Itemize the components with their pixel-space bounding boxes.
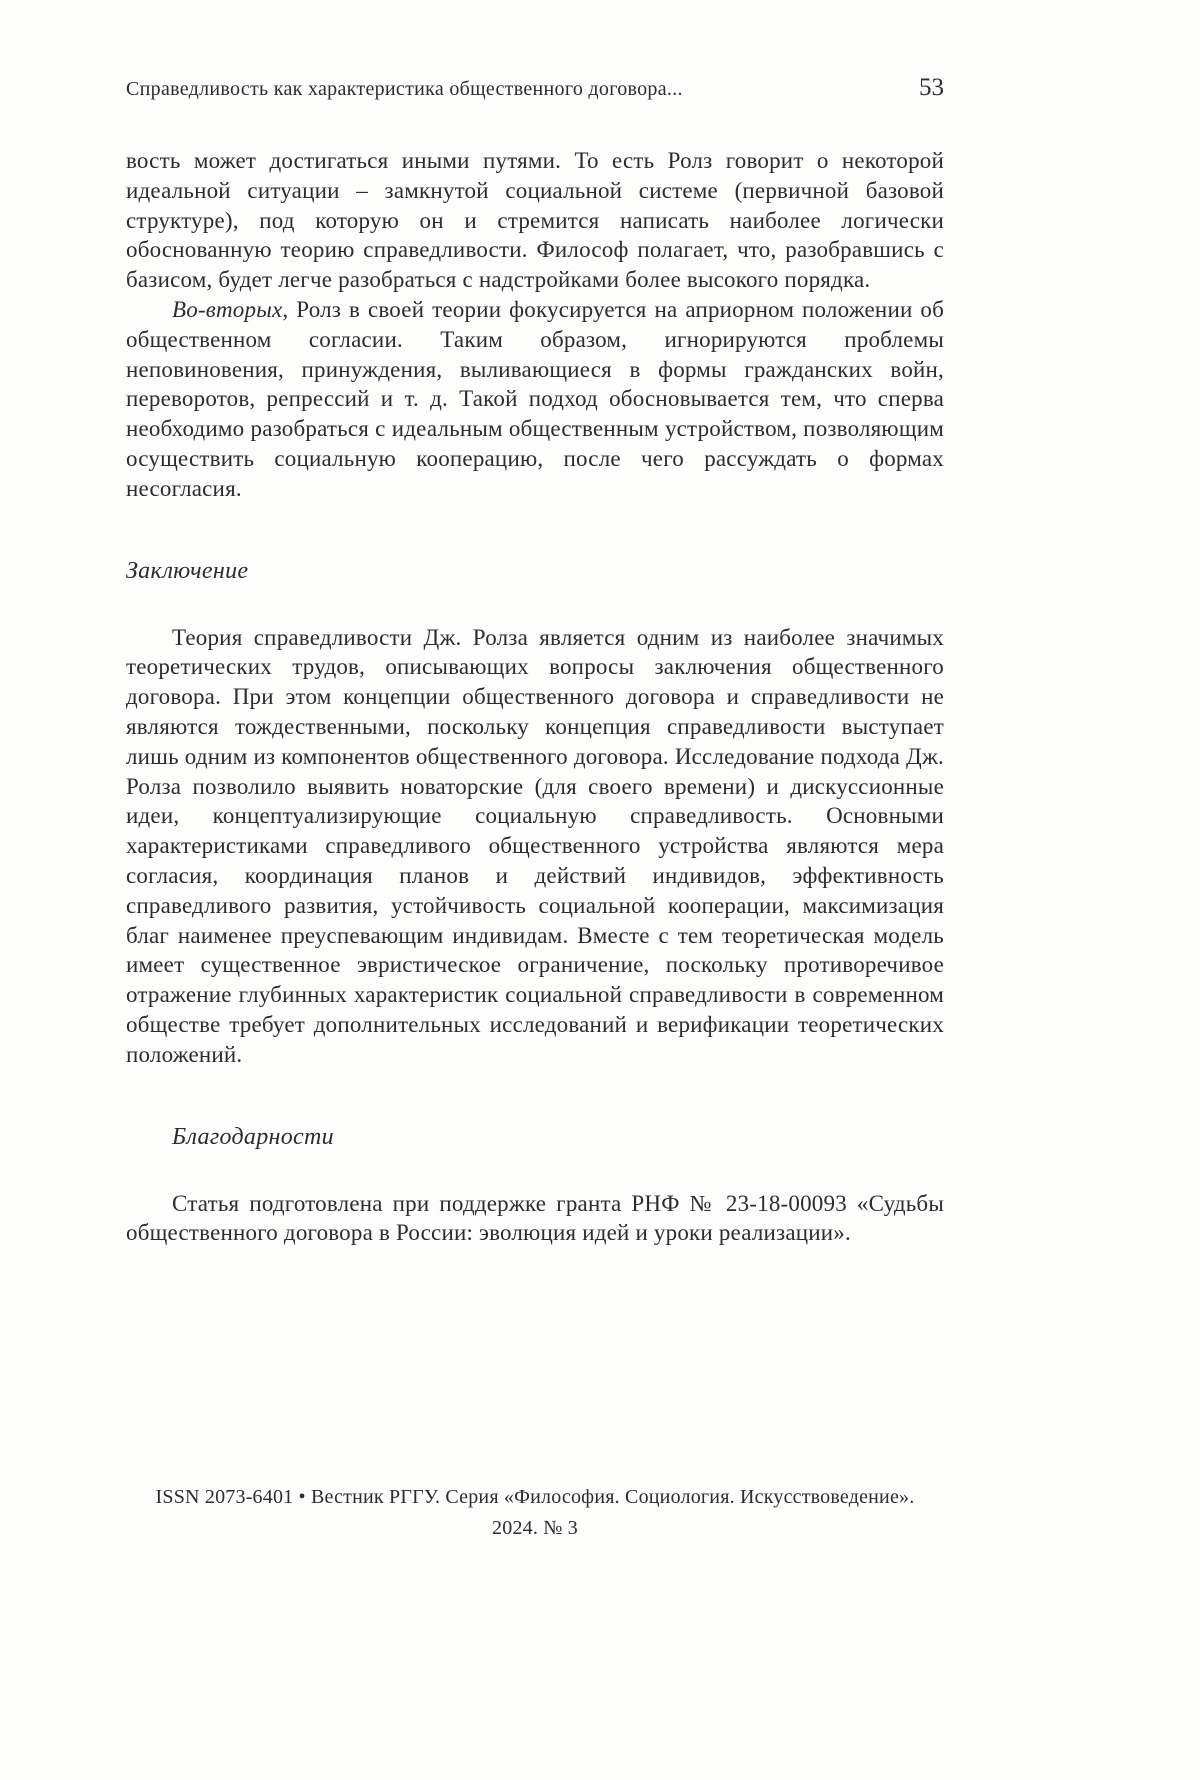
- page-header: [126, 74, 944, 102]
- paragraph-continuation: вость может достигаться иными путями. То есть Ролз говорит о некоторой идеальной ситуации – замкнутой социальной системе (первичной базовой структуре), под которую он и стремится написать наиболее логически обоснованную теорию справедливости. Философ полагает, что, разобравшись с базисом, будет легче разобраться с надстройками более высокого порядка.: [126, 148, 944, 293]
- paragraph-acknowledgements: Статья подготовлена при поддержке гранта РНФ № 23-18-00093 «Судьбы общественного договора в России: эволюция идей и уроки реализации».: [126, 1190, 944, 1246]
- page-number: 53: [919, 74, 944, 101]
- section-heading-acknowledgements: Благодарности: [172, 1123, 334, 1150]
- journal-footer: [126, 1482, 944, 1544]
- paragraph-lead-italic: Во-вторых,: [172, 296, 289, 322]
- article-body: [126, 146, 944, 1248]
- footer-issue-line: 2024. № 3: [492, 1517, 578, 1539]
- paragraph-conclusion: Теория справедливости Дж. Ролза является одним из наиболее значимых теоретических трудов, описывающих вопросы заключения общественного договора. При этом концепции общественного договора и справедливости не являются тождественными, поскольку концепция справедливости выступает лишь одним из компонентов общественного договора. Исследование подхода Дж. Ролза позволило выявить новаторские (для своего времени) и дискуссионные идеи, концептуализирующие социальную справедливость. Основными характеристиками справедливого общественного устройства являются мера согласия, координация планов и действий индивидов, эффективность справедливого развития, устойчивость социальной кооперации, максимизация благ наименее преуспевающим индивидам. Вместе с тем теоретическая модель имеет существенное эвристическое ограничение, поскольку противоречивое отражение глубинных характеристик социальной справедливости в современном обществе требует дополнительных исследований и верификации теоретических положений.: [126, 624, 944, 1067]
- paragraph-secondly: [126, 295, 944, 504]
- section-heading-conclusion: Заключение: [126, 557, 249, 584]
- running-head-title: Справедливость как характеристика общественного договора...: [126, 78, 683, 100]
- footer-issn-line: ISSN 2073-6401 • Вестник РГГУ. Серия «Философия. Социология. Искусствоведение».: [155, 1486, 915, 1508]
- paragraph-secondly-text: Ролз в своей теории фокусируется на априорном положении об общественном согласии. Таким образом, игнорируются проблемы неповиновения, принуждения, выливающиеся в формы гражданских войн, переворотов, репрессий и т. д. Такой подход обосновывается тем, что сперва необходимо разобраться с идеальным общественным устройством, позволяющим осуществить социальную кооперацию, после чего рассуждать о формах несогласия.: [126, 296, 944, 501]
